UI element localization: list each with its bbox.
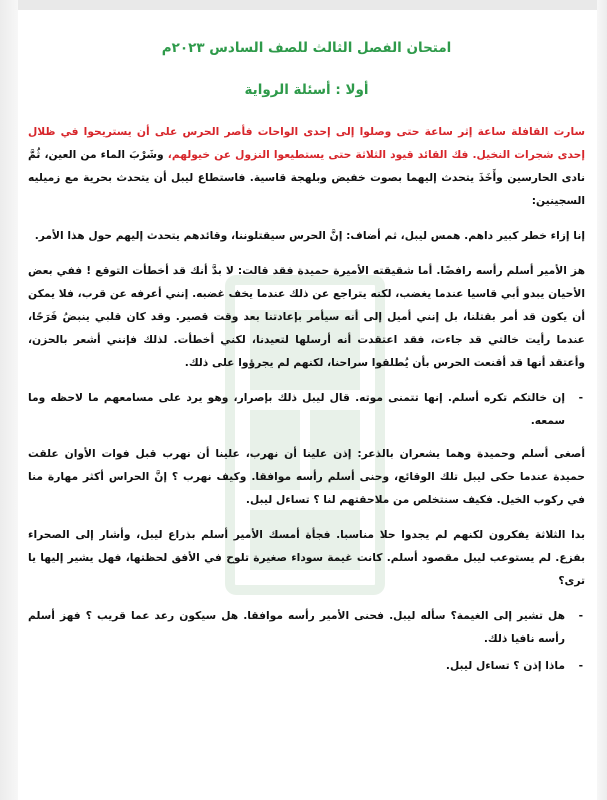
- page-title: امتحان الفصل الثالث للصف السادس ٢٠٢٣م: [161, 40, 452, 56]
- list-item: [28, 654, 583, 677]
- list-item-text: هل تشير إلى الغيمة؟ سأله ليبل. فحنى الأمير رأسه موافقا. هل سيكون رعد عما قريب ؟ فهز أسلم رأسه نافيا ذلك.: [28, 609, 565, 645]
- scan-border-top: [0, 0, 607, 10]
- list-item-text: إن خالتكم تكره أسلم. إنها تتمنى موته. قال ليبل ذلك بإصرار، وهو يرد على مسامعهم ما لاحظه وما سمعه.: [28, 391, 565, 427]
- list-item: [28, 386, 583, 432]
- paragraph-3: هز الأمير أسلم رأسه رافضًا. أما شقيقته الأميرة حميدة فقد قالت: لا بدَّ أنك قد أخطأت التوقع ! ففي بعض الأحيان يبدو أبي قاسيا عندما يغضب، لكنه يتراجع عن ذلك عندما يخف غضبه. إنني أعرفه عن قرب، فلا يمكن أن يكون قد أمر بقتلنا، بل إنني أميل إلى أنه سيأمر بإعادتنا بعد وقت قصير. وقد كان قلبي ينبضُ فَرَحًا، عندما رأيت خالتي قد جاءت، فقد اعتقدت أنه أرسلها لتعيدنا، لكني أخطأت. لذلك فإنني أشعر بالحزن، وأعتقد أنها قد أقنعت الحرس بأن يُطلقوا سراحنا، لكنهم لم يجرؤوا على ذلك.: [28, 264, 585, 369]
- list-item: [28, 604, 583, 650]
- paragraph-4: أصغى أسلم وحميدة وهما يشعران بالذعر: إذن علينا أن نهرب، علينا أن نهرب قبل فوات الأوان علقت حميدة عندما حكى ليبل تلك الوقائع، وحنى أسلم رأسه موافقا. وكيف نهرب ؟ إنَّ الحراس أكثر مهارة منا في ركوب الخيل. فكيف سنتخلص من ملاحقتهم لنا ؟ تساءل ليبل.: [28, 447, 585, 506]
- bullet-marker: -: [578, 391, 583, 404]
- bullet-list-2: [28, 604, 585, 677]
- paragraph-2: إنا إزاء خطر كبير داهم. همس ليبل، ثم أضاف: إنَّ الحرس سيقتلوننا، وقائدهم يتحدث إليهم حول هذا الأمر.: [34, 229, 585, 242]
- section-heading: أولا : أسئلة الرواية: [244, 82, 369, 98]
- bullet-marker: -: [578, 659, 583, 672]
- scan-border-right: [597, 0, 607, 800]
- paragraph-1: [28, 120, 585, 212]
- paragraph-1-highlight: سارت القافلة ساعة إثر ساعة حتى وصلوا إلى إحدى الواحات فأصر الحرس على أن يستريحوا في ظلال إحدى شجرات النخيل. فك القائد قيود الثلاثة حتى يستطيعوا النزول عن خيولهم،: [28, 125, 586, 161]
- bullet-marker: -: [578, 609, 583, 622]
- bullet-list-1: [28, 386, 585, 432]
- scan-border-left: [0, 0, 18, 800]
- list-item-text: ماذا إذن ؟ تساءل ليبل.: [445, 659, 565, 672]
- paragraph-1-rest: وشَرْبَ الماء من العين، ثُمَّ نادى الحارسين وأَخَذَ يتحدث إليهما بصوت خفيض وبلهجة قاسية. فاستطاع ليبل أن يتحدث بحرية مع زميليه السجينين:: [28, 148, 585, 207]
- paragraph-5: بدا الثلاثة يفكرون لكنهم لم يجدوا حلا مناسبا. فجأة أمسك الأمير أسلم بذراع ليبل، وأشار إلى الصحراء بفزع. لم يستوعب ليبل مقصود أسلم. كانت غيمة سوداء صغيرة تلوح في الأفق لحظتها، فهل يشير إليها يا ترى؟: [28, 528, 585, 587]
- document-content: [28, 40, 585, 687]
